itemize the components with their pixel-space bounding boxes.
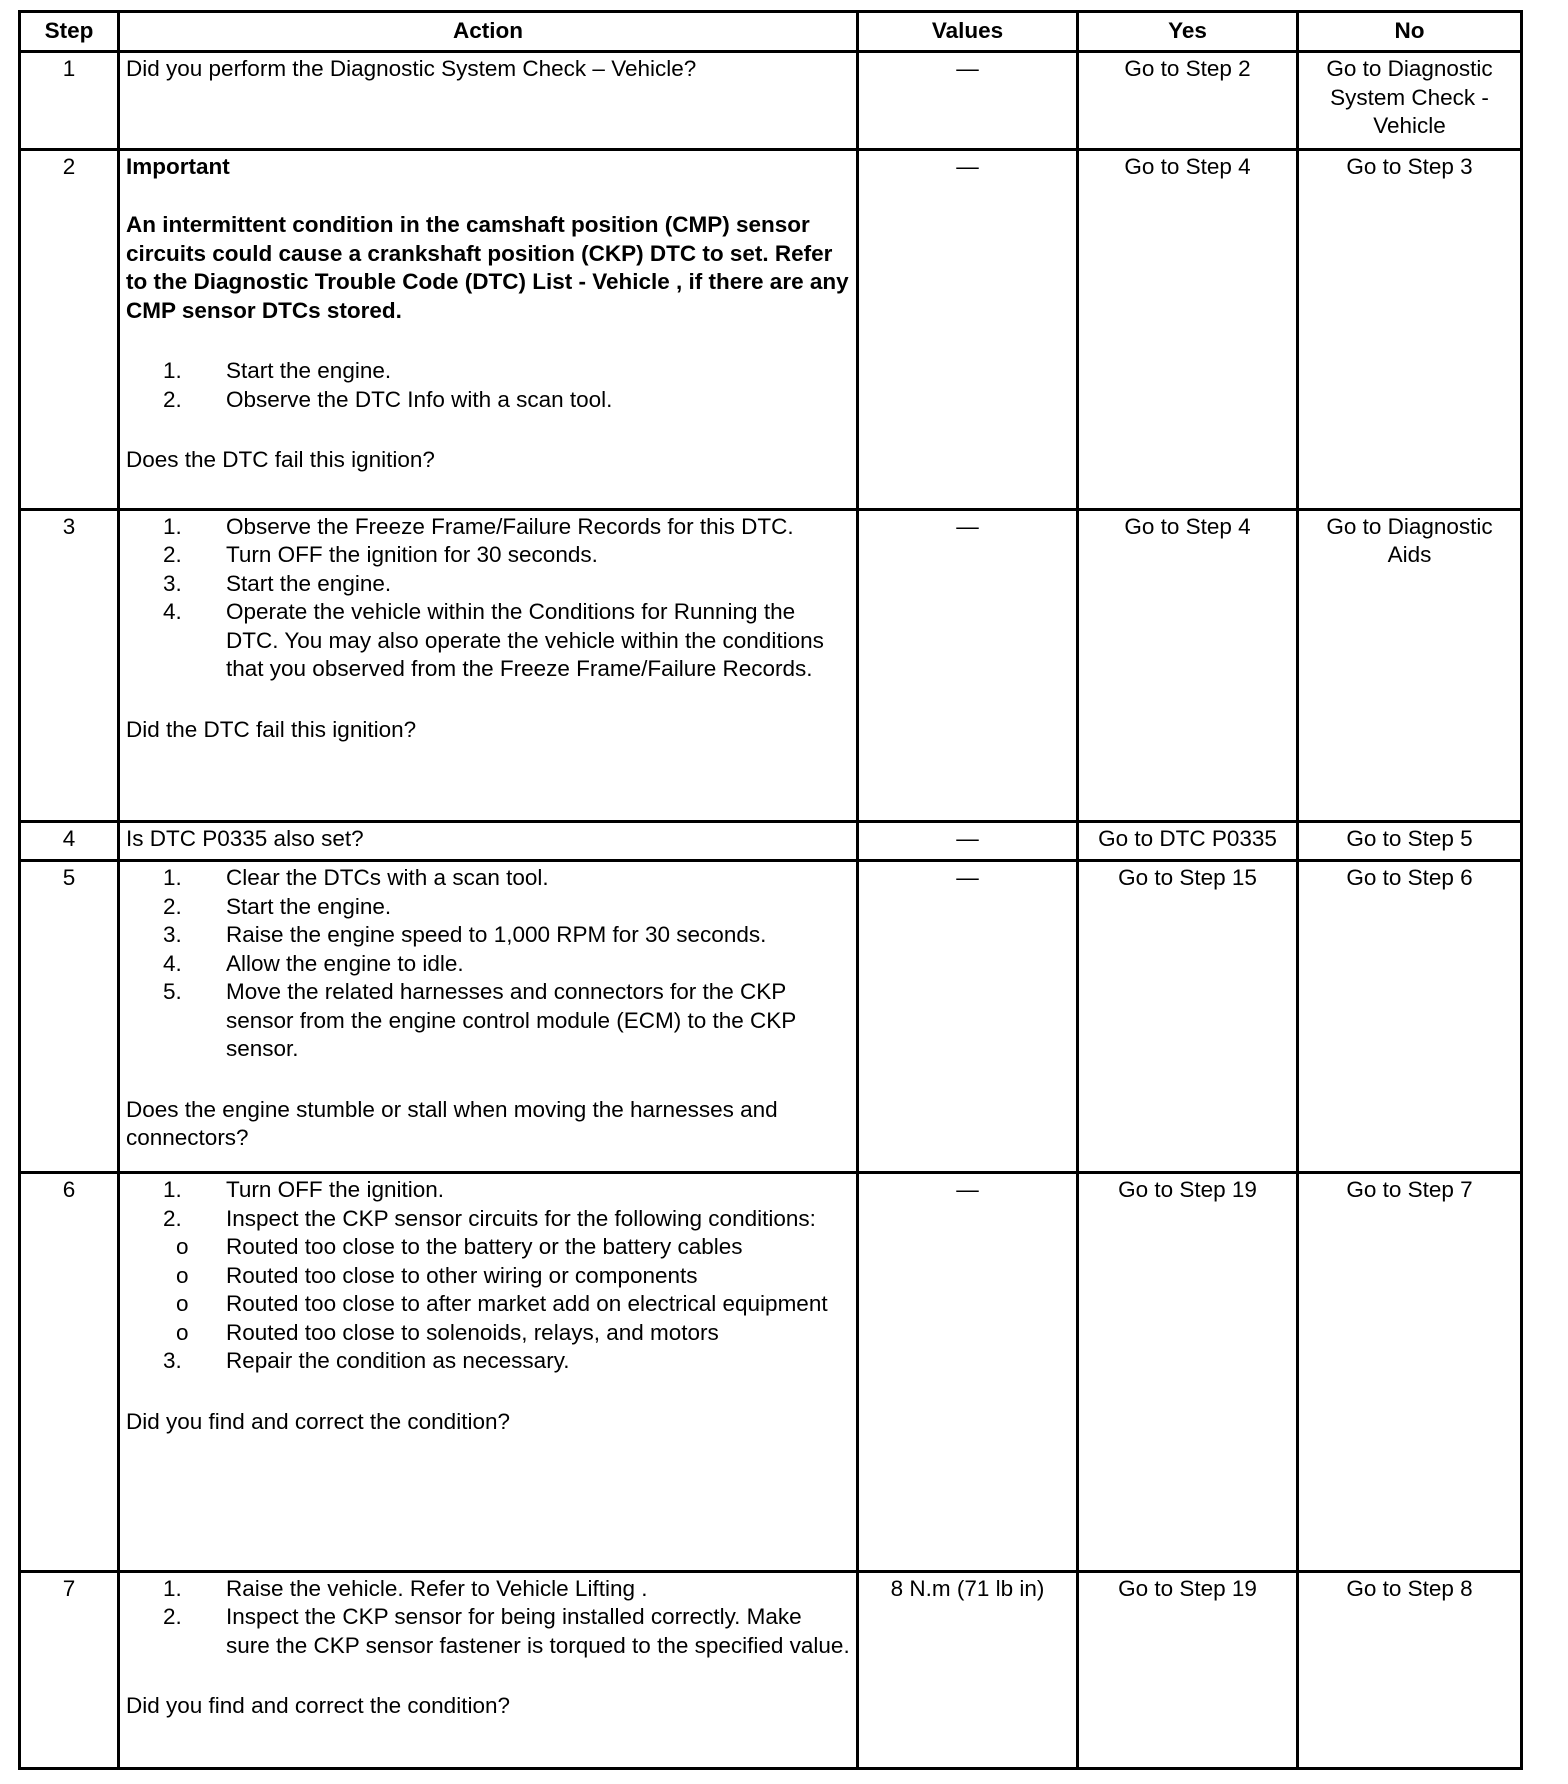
list-item: o Routed too close to the battery or the battery cables xyxy=(176,1234,743,1260)
no-link[interactable]: Go to Diagnostic Aids xyxy=(1298,509,1522,821)
list-item: 2. Start the engine. xyxy=(163,893,392,919)
list-item: 5. Move the related harnesses and connectors for the CKP sensor from the engine control module (ECM) to the CKP sensor. xyxy=(163,979,796,1062)
action-question: Does the engine stumble or stall when moving the harnesses and connectors? xyxy=(126,1096,778,1151)
header-yes: Yes xyxy=(1078,12,1298,52)
list-item: o Routed too close to other wiring or components xyxy=(176,1262,698,1288)
list-item: 2. Inspect the CKP sensor for being installed correctly. Make sure the CKP sensor fastener is torqued to the specified value. xyxy=(163,1604,850,1658)
yes-link[interactable]: Go to Step 19 xyxy=(1078,1173,1298,1572)
action-cell xyxy=(119,861,858,1173)
important-label: Important xyxy=(126,153,230,179)
table-row xyxy=(20,1571,1522,1768)
list-item: 1. Observe the Freeze Frame/Failure Records for this DTC. xyxy=(163,513,794,539)
table-row xyxy=(20,821,1522,860)
step-number: 2 xyxy=(20,149,119,509)
table-row xyxy=(20,1173,1522,1572)
no-link[interactable]: Go to Step 6 xyxy=(1298,861,1522,1173)
step-list xyxy=(126,1575,850,1661)
condition-list xyxy=(126,1233,850,1347)
step-list xyxy=(126,357,850,414)
list-item: 4. Operate the vehicle within the Conditions for Running the DTC. You may also operate the vehicle within the conditions that you observed from the Freeze Frame/Failure Records. xyxy=(163,599,824,682)
step-number: 1 xyxy=(20,52,119,150)
action-question: Does the DTC fail this ignition? xyxy=(126,447,435,473)
header-row xyxy=(20,12,1522,52)
values-cell: — xyxy=(858,821,1078,860)
no-link[interactable]: Go to Step 5 xyxy=(1298,821,1522,860)
list-item: 1. Clear the DTCs with a scan tool. xyxy=(163,865,549,891)
action-cell xyxy=(119,509,858,821)
values-cell: — xyxy=(858,1173,1078,1572)
action-question: Did the DTC fail this ignition? xyxy=(126,716,417,742)
table-row xyxy=(20,861,1522,1173)
no-link[interactable]: Go to Step 7 xyxy=(1298,1173,1522,1572)
table-row xyxy=(20,149,1522,509)
yes-link[interactable]: Go to Step 2 xyxy=(1078,52,1298,150)
diagnostic-table xyxy=(18,10,1523,1770)
action-question: Did you find and correct the condition? xyxy=(126,1408,510,1434)
list-item: 4. Allow the engine to idle. xyxy=(163,950,464,976)
list-item: 2. Inspect the CKP sensor circuits for the following conditions: o Routed too close to the battery or the battery cables o Routed too close to other wiring or components o Routed too close to after market add on electrical equipment o Routed too close to solenoids, relays, and motors xyxy=(226,1205,850,1348)
list-item: 3. Repair the condition as necessary. xyxy=(163,1348,570,1374)
action-cell xyxy=(119,821,858,860)
action-cell xyxy=(119,52,858,150)
values-cell: — xyxy=(858,52,1078,150)
values-cell: 8 N.m (71 lb in) xyxy=(858,1571,1078,1768)
step-list xyxy=(126,513,850,684)
list-item: 1. Start the engine. xyxy=(163,358,392,384)
list-item: 2. Turn OFF the ignition for 30 seconds. xyxy=(163,542,598,568)
yes-link[interactable]: Go to Step 4 xyxy=(1078,149,1298,509)
yes-link[interactable]: Go to Step 15 xyxy=(1078,861,1298,1173)
important-text: An intermittent condition in the camshaft position (CMP) sensor circuits could cause a crankshaft position (CKP) DTC to set. Refer to the Diagnostic Trouble Code (DTC) List - Vehicle , if there are any CMP sensor DTCs stored. xyxy=(126,212,849,323)
header-values: Values xyxy=(858,12,1078,52)
step-list xyxy=(126,1176,850,1376)
header-action: Action xyxy=(119,12,858,52)
header-step: Step xyxy=(20,12,119,52)
yes-link[interactable]: Go to DTC P0335 xyxy=(1078,821,1298,860)
list-item: 1. Turn OFF the ignition. xyxy=(163,1177,445,1203)
values-cell: — xyxy=(858,509,1078,821)
action-cell xyxy=(119,149,858,509)
vehicle-lifting-text: Raise the vehicle. Refer to Vehicle Lifting . xyxy=(226,1575,648,1601)
values-cell: — xyxy=(858,861,1078,1173)
no-link[interactable]: Go to Step 8 xyxy=(1298,1571,1522,1768)
no-link[interactable]: Go to Step 3 xyxy=(1298,149,1522,509)
action-question: Did you find and correct the condition? xyxy=(126,1693,510,1719)
action-cell xyxy=(119,1571,858,1768)
step-number: 5 xyxy=(20,861,119,1173)
list-item: 3. Raise the engine speed to 1,000 RPM for 30 seconds. xyxy=(163,922,767,948)
table-row xyxy=(20,509,1522,821)
list-item: o Routed too close to after market add on electrical equipment xyxy=(176,1291,828,1317)
step-number: 3 xyxy=(20,509,119,821)
list-item: 1. Raise the vehicle. Refer to Vehicle Lifting . xyxy=(163,1575,648,1601)
yes-link[interactable]: Go to Step 19 xyxy=(1078,1571,1298,1768)
no-link[interactable]: Go to Diagnostic System Check - Vehicle xyxy=(1298,52,1522,150)
yes-link[interactable]: Go to Step 4 xyxy=(1078,509,1298,821)
step-number: 7 xyxy=(20,1571,119,1768)
action-cell xyxy=(119,1173,858,1572)
step-number: 4 xyxy=(20,821,119,860)
list-item: o Routed too close to solenoids, relays, and motors xyxy=(176,1319,719,1345)
step-number: 6 xyxy=(20,1173,119,1572)
action-question: Is DTC P0335 also set? xyxy=(126,825,364,851)
header-no: No xyxy=(1298,12,1522,52)
step-list xyxy=(126,864,850,1064)
values-cell: — xyxy=(858,149,1078,509)
list-item: 3. Start the engine. xyxy=(163,570,392,596)
list-item: 2. Observe the DTC Info with a scan tool. xyxy=(163,386,613,412)
action-question: Did you perform the Diagnostic System Check – Vehicle? xyxy=(126,56,697,81)
table-row xyxy=(20,52,1522,150)
